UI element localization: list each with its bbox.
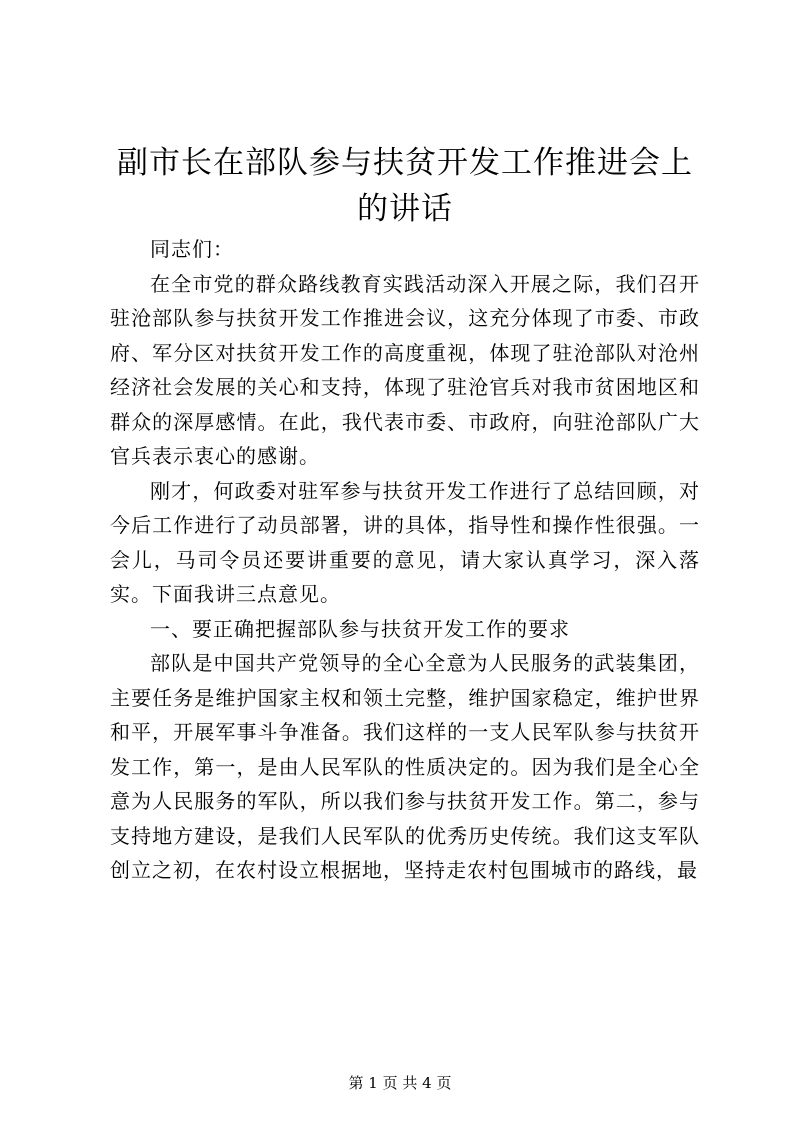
paragraph-opening: 在全市党的群众路线教育实践活动深入开展之际，我们召开驻沧部队参与扶贫开发工作推进会议，这充分体现了市委、市政府、军分区对扶贫开发工作的高度重视，体现了驻沧部队对沧州经济社会发展的关心和支持，体现了驻沧官兵对我市贫困地区和群众的深厚感情。在此，我代表市委、市政府，向驻沧部队广大官兵表示衷心的感谢。 [110,271,700,468]
paragraph-section-1: 部队是中国共产党领导的全心全意为人民服务的武装集团，主要任务是维护国家主权和领土完整，维护国家稳定，维护世界和平，开展军事斗争准备。我们这样的一支人民军队参与扶贫开发工作，第一，是由人民军队的性质决定的。因为我们是全心全意为人民服务的军队，所以我们参与扶贫开发工作。第二，参与支持地方建设，是我们人民军队的优秀历史传统。我们这支军队创立之初，在农村设立根据地，坚持走农村包围城市的路线，最 [110,651,700,882]
section-heading-1: 一、要正确把握部队参与扶贫开发工作的要求 [150,616,570,641]
paragraph-review: 刚才，何政委对驻军参与扶贫开发工作进行了总结回顾，对今后工作进行了动员部署，讲的具体，指导性和操作性很强。一会儿，马司令员还要讲重要的意见，请大家认真学习，深入落实。下面我讲三点意见。 [110,478,700,606]
document-title: 副市长在部队参与扶贫开发工作推进会上的讲话 [117,145,693,227]
page-footer: 第 1 页 共 4 页 [348,1074,452,1092]
salutation: 同志们： [150,237,234,261]
document-body [110,232,700,888]
